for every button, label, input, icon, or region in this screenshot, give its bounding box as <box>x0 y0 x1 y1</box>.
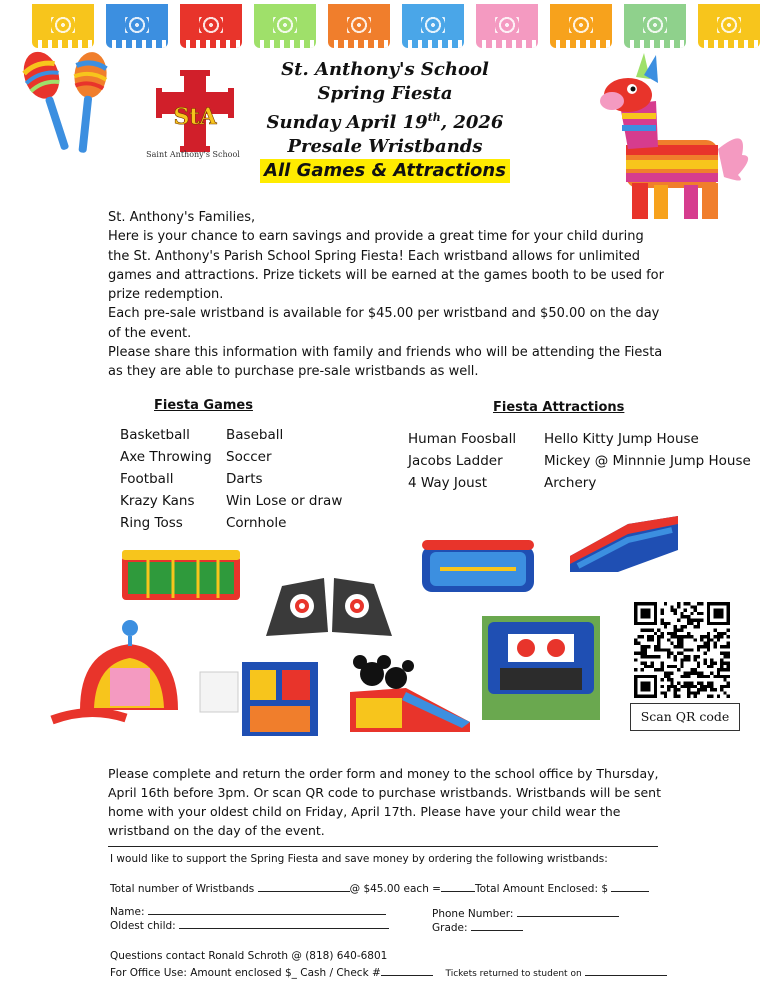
page-header <box>250 58 520 183</box>
axe-throwing-image <box>262 576 396 640</box>
subtotal-field[interactable] <box>441 881 475 892</box>
form-oldest-row: Oldest child: <box>110 918 389 933</box>
highlight-banner: All Games & Attractions <box>260 159 510 183</box>
list-item: Krazy Kans <box>120 493 195 509</box>
list-item: Soccer <box>226 449 272 465</box>
list-item: Baseball <box>226 427 284 443</box>
games-list-2 <box>226 424 342 534</box>
subtitle: Presale Wristbands <box>287 136 483 157</box>
attractions-title: Fiesta Attractions <box>493 400 625 415</box>
list-item: 4 Way Joust <box>408 475 488 491</box>
basketball-bounce-image <box>196 652 326 740</box>
form-intro: I would like to support the Spring Fiesta and save money by ordering the following wristbands: <box>110 853 608 865</box>
office-use-row: For Office Use: Amount enclosed $_ Cash / Check # Tickets returned to student on <box>110 965 667 981</box>
hello-kitty-jump-house-image <box>50 620 190 730</box>
list-item: Archery <box>544 475 597 491</box>
pinata-illustration <box>598 45 758 225</box>
form-phone-row: Phone Number: <box>432 906 619 921</box>
form-grade-row: Grade: <box>432 920 523 935</box>
jacobs-ladder-image <box>420 536 536 596</box>
banner-flag <box>254 4 316 48</box>
check-number-field[interactable] <box>381 965 433 976</box>
list-item: Axe Throwing <box>120 449 212 465</box>
games-list-1 <box>120 424 212 534</box>
logo-letters: StA <box>173 104 217 130</box>
maracas-illustration <box>18 40 118 165</box>
banner-flag <box>698 4 760 48</box>
school-logo <box>150 66 240 156</box>
event-date: Sunday April 19th, 2026 <box>266 111 504 133</box>
list-item: Football <box>120 471 174 487</box>
list-item: Basketball <box>120 427 190 443</box>
attractions-list-1 <box>408 428 516 494</box>
oldest-child-field[interactable] <box>179 918 389 929</box>
list-item: Hello Kitty Jump House <box>544 431 699 447</box>
wristband-count-field[interactable] <box>258 881 350 892</box>
banner-flag <box>550 4 612 48</box>
grade-field[interactable] <box>471 920 523 931</box>
intro-paragraph-2: Each pre-sale wristband is available for $45.00 per wristband and $50.00 on the day of the event. <box>108 306 660 341</box>
intro-paragraph-1: Here is your chance to earn savings and provide a great time for your child during the St. Anthony's Parish School Spring Fiesta! Each wristband allows for unlimited games and attractions. Prize tickets will be earned at the games booth to be used for prize redemption. <box>108 229 664 303</box>
list-item: Jacobs Ladder <box>408 453 503 469</box>
intro-letter <box>108 208 668 382</box>
list-item: Human Foosball <box>408 431 517 447</box>
phone-field[interactable] <box>517 906 619 917</box>
list-item: Cornhole <box>226 515 287 531</box>
intro-paragraph-3: Please share this information with family and friends who will be attending the Fiesta as they are able to purchase pre-sale wristbands as well. <box>108 345 663 380</box>
banner-flag <box>624 4 686 48</box>
school-name: St. Anthony's School <box>281 59 489 80</box>
banner-flag <box>180 4 242 48</box>
games-title: Fiesta Games <box>154 398 253 413</box>
list-item: Win Lose or draw <box>226 493 343 509</box>
attractions-list-2 <box>544 428 751 494</box>
mickey-minnie-jump-house-image <box>346 652 474 736</box>
form-total-row: Total number of Wristbands @ $45.00 each = Total Amount Enclosed: $ <box>110 881 649 896</box>
name-field[interactable] <box>148 904 386 915</box>
qr-label: Scan QR code <box>630 703 740 731</box>
archery-image <box>482 616 600 720</box>
qr-code[interactable] <box>634 602 730 698</box>
banner-flag <box>476 4 538 48</box>
banner-flag <box>328 4 390 48</box>
logo-caption: Saint Anthony's School <box>146 150 240 159</box>
divider <box>108 846 658 847</box>
list-item: Darts <box>226 471 263 487</box>
banner-flag <box>402 4 464 48</box>
questions-contact: Questions contact Ronald Schroth @ (818) 640-6801 <box>110 950 388 962</box>
list-item: Ring Toss <box>120 515 183 531</box>
list-item: Mickey @ Minnnie Jump House <box>544 453 751 469</box>
greeting: St. Anthony's Families, <box>108 210 256 225</box>
amount-enclosed-field[interactable] <box>611 881 649 892</box>
human-foosball-image <box>118 546 244 608</box>
closing-instructions: Please complete and return the order form and money to the school office by Thursday, April 16th before 3pm. Or scan QR code to purchase wristbands. Wristbands will be sent home with your oldest child on Friday, April 17th. Please have your child wear the wristband on the day of the event. <box>108 766 662 838</box>
joust-image <box>568 510 680 574</box>
form-name-row: Name: <box>110 904 386 919</box>
tickets-returned-field[interactable] <box>585 965 667 976</box>
event-name: Spring Fiesta <box>317 83 453 104</box>
